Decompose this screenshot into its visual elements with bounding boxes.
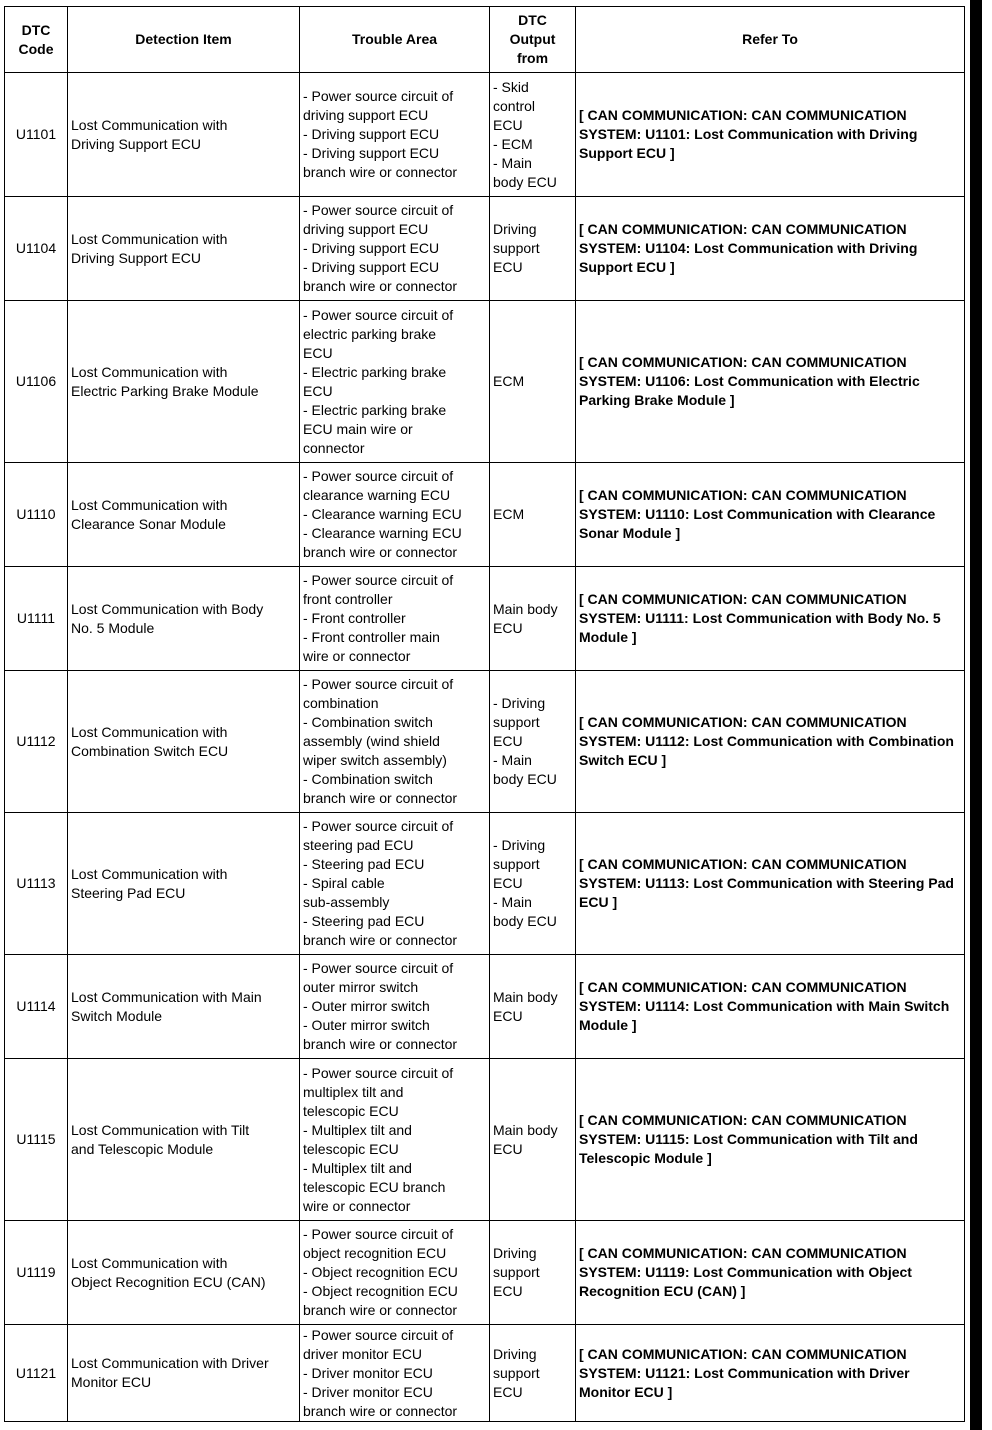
trouble-area-cell: - Power source circuit of combination - Combination switch assembly (wind shield wiper switch assembly) - Combination switch branch wire or connector bbox=[300, 671, 490, 813]
dtc-code-cell: U1101 bbox=[5, 73, 68, 197]
dtc-code-cell: U1104 bbox=[5, 197, 68, 301]
dtc-code-cell: U1121 bbox=[5, 1325, 68, 1422]
dtc-output-cell: - Skid control ECU - ECM - Main body ECU bbox=[490, 73, 576, 197]
detection-item-cell: Lost Communication with Driving Support ECU bbox=[68, 73, 300, 197]
dtc-output-cell: ECM bbox=[490, 463, 576, 567]
refer-to-link[interactable]: [ CAN COMMUNICATION: CAN COMMUNICATION SYSTEM: U1114: Lost Communication with Main Switch Module ] bbox=[576, 955, 965, 1059]
dtc-output-cell: Main body ECU bbox=[490, 955, 576, 1059]
table-row bbox=[5, 197, 965, 301]
refer-to-link[interactable]: [ CAN COMMUNICATION: CAN COMMUNICATION SYSTEM: U1104: Lost Communication with Driving Support ECU ] bbox=[576, 197, 965, 301]
table-row bbox=[5, 955, 965, 1059]
trouble-area-cell: - Power source circuit of steering pad ECU - Steering pad ECU - Spiral cable sub-assembly - Steering pad ECU branch wire or connector bbox=[300, 813, 490, 955]
dtc-output-cell: Main body ECU bbox=[490, 1059, 576, 1221]
dtc-output-cell: - Driving support ECU - Main body ECU bbox=[490, 671, 576, 813]
refer-to-link[interactable]: [ CAN COMMUNICATION: CAN COMMUNICATION SYSTEM: U1121: Lost Communication with Driver Monitor ECU ] bbox=[576, 1325, 965, 1422]
detection-item-cell: Lost Communication with Driver Monitor ECU bbox=[68, 1325, 300, 1422]
refer-to-link[interactable]: [ CAN COMMUNICATION: CAN COMMUNICATION SYSTEM: U1110: Lost Communication with Clearance Sonar Module ] bbox=[576, 463, 965, 567]
dtc-output-cell: ECM bbox=[490, 301, 576, 463]
detection-item-cell: Lost Communication with Electric Parking Brake Module bbox=[68, 301, 300, 463]
dtc-code-cell: U1119 bbox=[5, 1221, 68, 1325]
table-row bbox=[5, 73, 965, 197]
dtc-code-cell: U1111 bbox=[5, 567, 68, 671]
detection-item-cell: Lost Communication with Combination Switch ECU bbox=[68, 671, 300, 813]
dtc-code-cell: U1114 bbox=[5, 955, 68, 1059]
trouble-area-cell: - Power source circuit of front controller - Front controller - Front controller main wire or connector bbox=[300, 567, 490, 671]
table-row bbox=[5, 671, 965, 813]
table-row bbox=[5, 813, 965, 955]
dtc-output-cell: - Driving support ECU - Main body ECU bbox=[490, 813, 576, 955]
table-row bbox=[5, 463, 965, 567]
trouble-area-cell: - Power source circuit of clearance warning ECU - Clearance warning ECU - Clearance warning ECU branch wire or connector bbox=[300, 463, 490, 567]
detection-item-cell: Lost Communication with Object Recognition ECU (CAN) bbox=[68, 1221, 300, 1325]
detection-item-cell: Lost Communication with Steering Pad ECU bbox=[68, 813, 300, 955]
trouble-area-cell: - Power source circuit of object recognition ECU - Object recognition ECU - Object recognition ECU branch wire or connector bbox=[300, 1221, 490, 1325]
detection-item-cell: Lost Communication with Driving Support ECU bbox=[68, 197, 300, 301]
header-dtc-code: DTC Code bbox=[5, 7, 68, 73]
header-refer-to: Refer To bbox=[576, 7, 965, 73]
table-row bbox=[5, 1059, 965, 1221]
table-header-row bbox=[5, 7, 965, 73]
refer-to-link[interactable]: [ CAN COMMUNICATION: CAN COMMUNICATION SYSTEM: U1113: Lost Communication with Steering Pad ECU ] bbox=[576, 813, 965, 955]
table-row bbox=[5, 301, 965, 463]
dtc-output-cell: Driving support ECU bbox=[490, 1221, 576, 1325]
header-trouble-area: Trouble Area bbox=[300, 7, 490, 73]
dtc-table-container bbox=[4, 6, 965, 1422]
trouble-area-cell: - Power source circuit of driver monitor ECU - Driver monitor ECU - Driver monitor ECU branch wire or connector bbox=[300, 1325, 490, 1422]
table-row bbox=[5, 1221, 965, 1325]
detection-item-cell: Lost Communication with Clearance Sonar Module bbox=[68, 463, 300, 567]
trouble-area-cell: - Power source circuit of electric parking brake ECU - Electric parking brake ECU - Electric parking brake ECU main wire or connector bbox=[300, 301, 490, 463]
detection-item-cell: Lost Communication with Body No. 5 Module bbox=[68, 567, 300, 671]
refer-to-link[interactable]: [ CAN COMMUNICATION: CAN COMMUNICATION SYSTEM: U1101: Lost Communication with Driving Support ECU ] bbox=[576, 73, 965, 197]
refer-to-link[interactable]: [ CAN COMMUNICATION: CAN COMMUNICATION SYSTEM: U1112: Lost Communication with Combination Switch ECU ] bbox=[576, 671, 965, 813]
trouble-area-cell: - Power source circuit of outer mirror switch - Outer mirror switch - Outer mirror switch branch wire or connector bbox=[300, 955, 490, 1059]
dtc-code-cell: U1113 bbox=[5, 813, 68, 955]
refer-to-link[interactable]: [ CAN COMMUNICATION: CAN COMMUNICATION SYSTEM: U1115: Lost Communication with Tilt and Telescopic Module ] bbox=[576, 1059, 965, 1221]
refer-to-link[interactable]: [ CAN COMMUNICATION: CAN COMMUNICATION SYSTEM: U1111: Lost Communication with Body No. 5 Module ] bbox=[576, 567, 965, 671]
header-detection-item: Detection Item bbox=[68, 7, 300, 73]
dtc-code-cell: U1112 bbox=[5, 671, 68, 813]
table-row bbox=[5, 567, 965, 671]
table-row bbox=[5, 1325, 965, 1422]
dtc-output-cell: Main body ECU bbox=[490, 567, 576, 671]
dtc-code-cell: U1115 bbox=[5, 1059, 68, 1221]
trouble-area-cell: - Power source circuit of driving support ECU - Driving support ECU - Driving support ECU branch wire or connector bbox=[300, 197, 490, 301]
refer-to-link[interactable]: [ CAN COMMUNICATION: CAN COMMUNICATION SYSTEM: U1119: Lost Communication with Object Recognition ECU (CAN) ] bbox=[576, 1221, 965, 1325]
header-dtc-output: DTC Output from bbox=[490, 7, 576, 73]
trouble-area-cell: - Power source circuit of multiplex tilt and telescopic ECU - Multiplex tilt and telescopic ECU - Multiplex tilt and telescopic ECU branch wire or connector bbox=[300, 1059, 490, 1221]
dtc-output-cell: Driving support ECU bbox=[490, 197, 576, 301]
dtc-table bbox=[4, 6, 965, 1422]
dtc-code-cell: U1110 bbox=[5, 463, 68, 567]
dtc-output-cell: Driving support ECU bbox=[490, 1325, 576, 1422]
detection-item-cell: Lost Communication with Tilt and Telescopic Module bbox=[68, 1059, 300, 1221]
dtc-code-cell: U1106 bbox=[5, 301, 68, 463]
page-edge-bar bbox=[970, 0, 982, 1430]
detection-item-cell: Lost Communication with Main Switch Module bbox=[68, 955, 300, 1059]
trouble-area-cell: - Power source circuit of driving support ECU - Driving support ECU - Driving support ECU branch wire or connector bbox=[300, 73, 490, 197]
refer-to-link[interactable]: [ CAN COMMUNICATION: CAN COMMUNICATION SYSTEM: U1106: Lost Communication with Electric Parking Brake Module ] bbox=[576, 301, 965, 463]
